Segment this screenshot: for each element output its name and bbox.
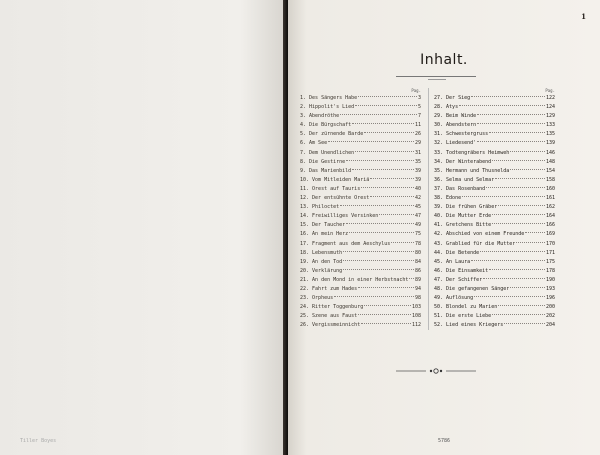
toc-leader-dots <box>343 260 414 261</box>
toc-entry-page: 47 <box>414 213 421 220</box>
toc-entry-page: 45 <box>414 204 421 211</box>
toc-entry-title: 21. An den Mond in einer Herbstnacht <box>300 276 409 283</box>
toc-entry-title: 40. Die Mutter Erde <box>434 213 492 220</box>
toc-entry-title: 36. Selma und Selmar <box>434 176 495 183</box>
toc-entry-title: 48. Die gefangenen Sänger <box>434 285 510 292</box>
toc-leader-dots <box>495 178 545 179</box>
toc-entry-title: 42. Abschied von einem Freunde <box>434 231 525 238</box>
toc-entry-page: 78 <box>414 240 421 247</box>
toc-entry-title: 8. Die Gestirne <box>300 158 346 165</box>
toc-leader-dots <box>379 214 414 215</box>
toc-entry-title: 52. Lied eines Kriegers <box>434 322 504 329</box>
toc-entry-page: 171 <box>545 249 555 256</box>
right-page <box>288 0 600 455</box>
toc-leader-dots <box>355 105 417 106</box>
toc-entry-title: 35. Hermann und Thusnelda <box>434 167 510 174</box>
toc-entry-page: 129 <box>545 113 555 120</box>
toc-entry <box>300 167 421 176</box>
toc-entry <box>300 312 421 321</box>
toc-entry <box>300 267 421 276</box>
toc-entry-page: 148 <box>545 158 555 165</box>
toc-entry <box>434 194 555 203</box>
toc-entry-title: 32. Liedesend' <box>434 140 477 147</box>
toc-entry <box>434 167 555 176</box>
toc-leader-dots <box>409 278 414 279</box>
toc-entry <box>300 158 421 167</box>
toc-column-right <box>428 88 555 330</box>
toc-entry <box>434 130 555 139</box>
toc-leader-dots <box>480 251 545 252</box>
toc-entry-title: 14. Freiwilliges Versinken <box>300 213 379 220</box>
toc-entry <box>434 294 555 303</box>
toc-entry-page: 7 <box>417 113 421 120</box>
toc-entry-title: 2. Hippolit's Lied <box>300 104 355 111</box>
toc-entry-title: 19. An den Tod <box>300 258 343 265</box>
toc-entry-title: 44. Die Betende <box>434 249 480 256</box>
toc-entry <box>434 149 555 158</box>
toc-entry-page: 160 <box>545 185 555 192</box>
toc-entry <box>300 149 421 158</box>
toc-entry-title: 4. Die Bürgschaft <box>300 122 352 129</box>
toc-leader-dots <box>477 141 545 142</box>
toc-leader-dots <box>358 96 417 97</box>
toc-entry-title: 25. Szene aus Faust <box>300 313 358 320</box>
toc-entry <box>300 194 421 203</box>
toc-entry <box>300 276 421 285</box>
toc-entry-title: 50. Blondel zu Marien <box>434 304 498 311</box>
toc-entry <box>434 267 555 276</box>
toc-entry-page: 31 <box>414 149 421 156</box>
toc-leader-dots <box>492 214 545 215</box>
toc-entry-page: 204 <box>545 322 555 329</box>
toc-entry-title: 12. Der entsühnte Orest <box>300 195 370 202</box>
toc-entry-page: 11 <box>414 122 421 129</box>
toc-leader-dots <box>510 151 545 152</box>
toc-entry <box>300 94 421 103</box>
toc-entry <box>300 258 421 267</box>
toc-leader-dots <box>474 296 545 297</box>
toc-entry <box>434 249 555 258</box>
toc-entry-title: 7. Dem Unendlichen <box>300 149 355 156</box>
toc-entry-title: 26. Vergissmeinnicht <box>300 322 361 329</box>
toc-entry <box>300 221 421 230</box>
toc-entry-page: 202 <box>545 313 555 320</box>
toc-entry <box>300 103 421 112</box>
toc-entry <box>434 103 555 112</box>
toc-entry <box>300 285 421 294</box>
title-rule-short <box>428 79 446 80</box>
footer-left-text: Tiller Boyes <box>20 438 57 444</box>
toc-entry-page: 80 <box>414 249 421 256</box>
toc-leader-dots <box>328 141 414 142</box>
left-page-blank <box>0 0 283 455</box>
toc-entry-title: 20. Verklärung <box>300 267 343 274</box>
toc-entry <box>434 176 555 185</box>
toc-leader-dots <box>361 323 411 324</box>
toc-entry <box>300 139 421 148</box>
pag-label-right: Pag. <box>545 88 555 93</box>
toc-entry-page: 200 <box>545 304 555 311</box>
toc-entry-page: 39 <box>414 176 421 183</box>
toc-leader-dots <box>340 114 417 115</box>
toc-leader-dots <box>510 169 545 170</box>
toc-leader-dots <box>358 314 411 315</box>
toc-column-left <box>300 88 421 330</box>
toc-leader-dots <box>352 169 414 170</box>
toc-entry-page: 108 <box>411 313 421 320</box>
toc-entry-page: 133 <box>545 122 555 129</box>
toc-entry <box>434 303 555 312</box>
toc-entry <box>434 230 555 239</box>
toc-entry-page: 103 <box>411 304 421 311</box>
toc-leader-dots <box>361 187 414 188</box>
toc-entry-title: 27. Der Sieg <box>434 95 471 101</box>
toc-entry <box>300 185 421 194</box>
toc-entry-page: 175 <box>545 258 555 265</box>
toc-leader-dots <box>358 287 414 288</box>
toc-entry <box>434 276 555 285</box>
toc-leader-dots <box>343 251 414 252</box>
toc-entry <box>300 176 421 185</box>
toc-entry-page: 35 <box>414 158 421 165</box>
footer-number: 5786 <box>437 438 451 444</box>
toc-entry-title: 6. Am See <box>300 140 328 147</box>
toc-entry-title: 1. Des Sängers Habe <box>300 95 358 101</box>
toc-entry-page: 49 <box>414 222 421 229</box>
toc-leader-dots <box>498 305 545 306</box>
toc-leader-dots <box>370 178 414 179</box>
toc-leader-dots <box>364 132 414 133</box>
toc-entry-page: 162 <box>545 204 555 211</box>
toc-leader-dots <box>370 196 414 197</box>
toc-leader-dots <box>334 296 414 297</box>
toc-entry-title: 10. Vom Mitleiden Mariä <box>300 176 370 183</box>
toc-entry <box>300 294 421 303</box>
toc-entry <box>300 121 421 130</box>
ornament-divider <box>396 367 476 375</box>
toc-entry <box>434 112 555 121</box>
toc-leader-dots <box>459 105 545 106</box>
toc-entry-page: 26 <box>414 131 421 138</box>
toc-leader-dots <box>343 269 414 270</box>
toc-entry-title: 39. Die frühen Gräber <box>434 204 498 211</box>
toc-entry-page: 98 <box>414 295 421 302</box>
toc-leader-dots <box>355 151 414 152</box>
toc-entry-page: 161 <box>545 195 555 202</box>
toc-entry-title: 13. Philoctet <box>300 204 340 211</box>
toc-entry-title: 22. Fahrt zum Hades <box>300 285 358 292</box>
toc-entry-page: 39 <box>414 167 421 174</box>
toc-entry <box>434 212 555 221</box>
toc-leader-dots <box>340 205 414 206</box>
toc-entry-page: 86 <box>414 267 421 274</box>
toc-entry-title: 46. Die Einsamkeit <box>434 267 489 274</box>
toc-entry <box>300 130 421 139</box>
toc-leader-dots <box>471 96 545 97</box>
toc-entry-title: 24. Ritter Toggenburg <box>300 304 364 311</box>
toc-entry <box>434 258 555 267</box>
toc-leader-dots <box>477 123 545 124</box>
toc-entry-page: 166 <box>545 222 555 229</box>
toc-entry-page: 3 <box>417 95 421 101</box>
toc-leader-dots <box>391 242 414 243</box>
toc-leader-dots <box>462 196 545 197</box>
toc-entry-title: 9. Das Marienbild <box>300 167 352 174</box>
page-title: Inhalt. <box>420 52 468 68</box>
toc-entry-title: 3. Abendröthe <box>300 113 340 120</box>
toc-entry-title: 17. Fragment aus dem Aeschylus <box>300 240 391 247</box>
toc-entry-page: 89 <box>414 276 421 283</box>
toc-entry-title: 41. Gretchens Bitte <box>434 222 492 229</box>
toc-entry-title: 38. Edone <box>434 195 462 202</box>
toc-leader-dots <box>346 160 414 161</box>
toc-entry <box>434 139 555 148</box>
toc-leader-dots <box>486 187 545 188</box>
toc-leader-dots <box>346 223 414 224</box>
toc-entry-page: 122 <box>545 95 555 101</box>
toc-leader-dots <box>364 305 411 306</box>
toc-leader-dots <box>492 160 545 161</box>
toc-entry-page: 164 <box>545 213 555 220</box>
toc-entry-page: 112 <box>411 322 421 329</box>
toc-entry-page: 84 <box>414 258 421 265</box>
toc-entry <box>434 185 555 194</box>
toc-entry-title: 47. Der Schiffer <box>434 276 483 283</box>
toc-entry-page: 169 <box>545 231 555 238</box>
page-corner-mark: 1 <box>581 12 586 21</box>
toc-entry-title: 16. An mein Herz <box>300 231 349 238</box>
toc-entry-page: 40 <box>414 185 421 192</box>
toc-entry <box>300 321 421 330</box>
toc-entry-title: 5. Der zürnende Barde <box>300 131 364 138</box>
toc-entry <box>434 321 555 330</box>
toc-entry <box>300 240 421 249</box>
toc-entry-page: 139 <box>545 140 555 147</box>
toc-entry-page: 29 <box>414 140 421 147</box>
toc-leader-dots <box>471 260 545 261</box>
toc-entry <box>300 203 421 212</box>
toc-entry-page: 75 <box>414 231 421 238</box>
toc-entry-title: 23. Orpheus <box>300 295 334 302</box>
toc-entry-title: 18. Lebensmuth <box>300 249 343 256</box>
toc-entry-title: 33. Todtengräbers Heimweh <box>434 149 510 156</box>
toc-entry <box>434 285 555 294</box>
toc-entry-page: 158 <box>545 176 555 183</box>
toc-entry-page: 154 <box>545 167 555 174</box>
toc-entry-title: 28. Atys <box>434 104 459 111</box>
toc-entry <box>300 303 421 312</box>
toc-entry-title: 51. Die erste Liebe <box>434 313 492 320</box>
toc-entry-title: 30. Abendstern <box>434 122 477 129</box>
toc-leader-dots <box>483 278 545 279</box>
toc-entry-page: 146 <box>545 149 555 156</box>
toc-entry-page: 190 <box>545 276 555 283</box>
toc-entry-title: 15. Der Taucher <box>300 222 346 229</box>
toc-entry-title: 49. Auflösung <box>434 295 474 302</box>
toc-entry-page: 42 <box>414 195 421 202</box>
toc-leader-dots <box>489 269 545 270</box>
title-rule <box>396 76 476 77</box>
toc-entry-title: 37. Das Rosenband <box>434 185 486 192</box>
toc-entry-page: 193 <box>545 285 555 292</box>
toc-leader-dots <box>492 314 545 315</box>
toc-entry-page: 135 <box>545 131 555 138</box>
toc-entry-page: 196 <box>545 295 555 302</box>
pag-label-left: Pag. <box>411 88 421 93</box>
toc-entry <box>434 158 555 167</box>
toc-entry-title: 43. Grablied für die Mutter <box>434 240 516 247</box>
toc-entry-title: 34. Der Winterabend <box>434 158 492 165</box>
toc-entry <box>300 112 421 121</box>
toc-leader-dots <box>489 132 545 133</box>
toc-leader-dots <box>525 232 545 233</box>
toc-entry <box>434 121 555 130</box>
toc-entry <box>434 94 555 103</box>
toc-entry <box>434 203 555 212</box>
toc-entry <box>300 230 421 239</box>
toc-entry-page: 124 <box>545 104 555 111</box>
toc-leader-dots <box>492 223 545 224</box>
toc-entry <box>300 249 421 258</box>
toc-leader-dots <box>477 114 545 115</box>
toc-leader-dots <box>498 205 545 206</box>
toc-entry <box>434 240 555 249</box>
toc-entry-page: 94 <box>414 285 421 292</box>
toc-entry-page: 170 <box>545 240 555 247</box>
toc-leader-dots <box>349 232 414 233</box>
toc-leader-dots <box>510 287 545 288</box>
toc-entry-title: 11. Orest auf Tauris <box>300 185 361 192</box>
toc-leader-dots <box>352 123 414 124</box>
toc-entry-title: 45. An Laura <box>434 258 471 265</box>
toc-entry <box>300 212 421 221</box>
toc-entry <box>434 312 555 321</box>
toc-entry-title: 31. Schwestergruss <box>434 131 489 138</box>
toc-leader-dots <box>504 323 545 324</box>
toc-entry-title: 29. Beim Winde <box>434 113 477 120</box>
toc-entry-page: 178 <box>545 267 555 274</box>
toc-entry <box>434 221 555 230</box>
toc-entry-page: 5 <box>417 104 421 111</box>
toc-leader-dots <box>516 242 545 243</box>
